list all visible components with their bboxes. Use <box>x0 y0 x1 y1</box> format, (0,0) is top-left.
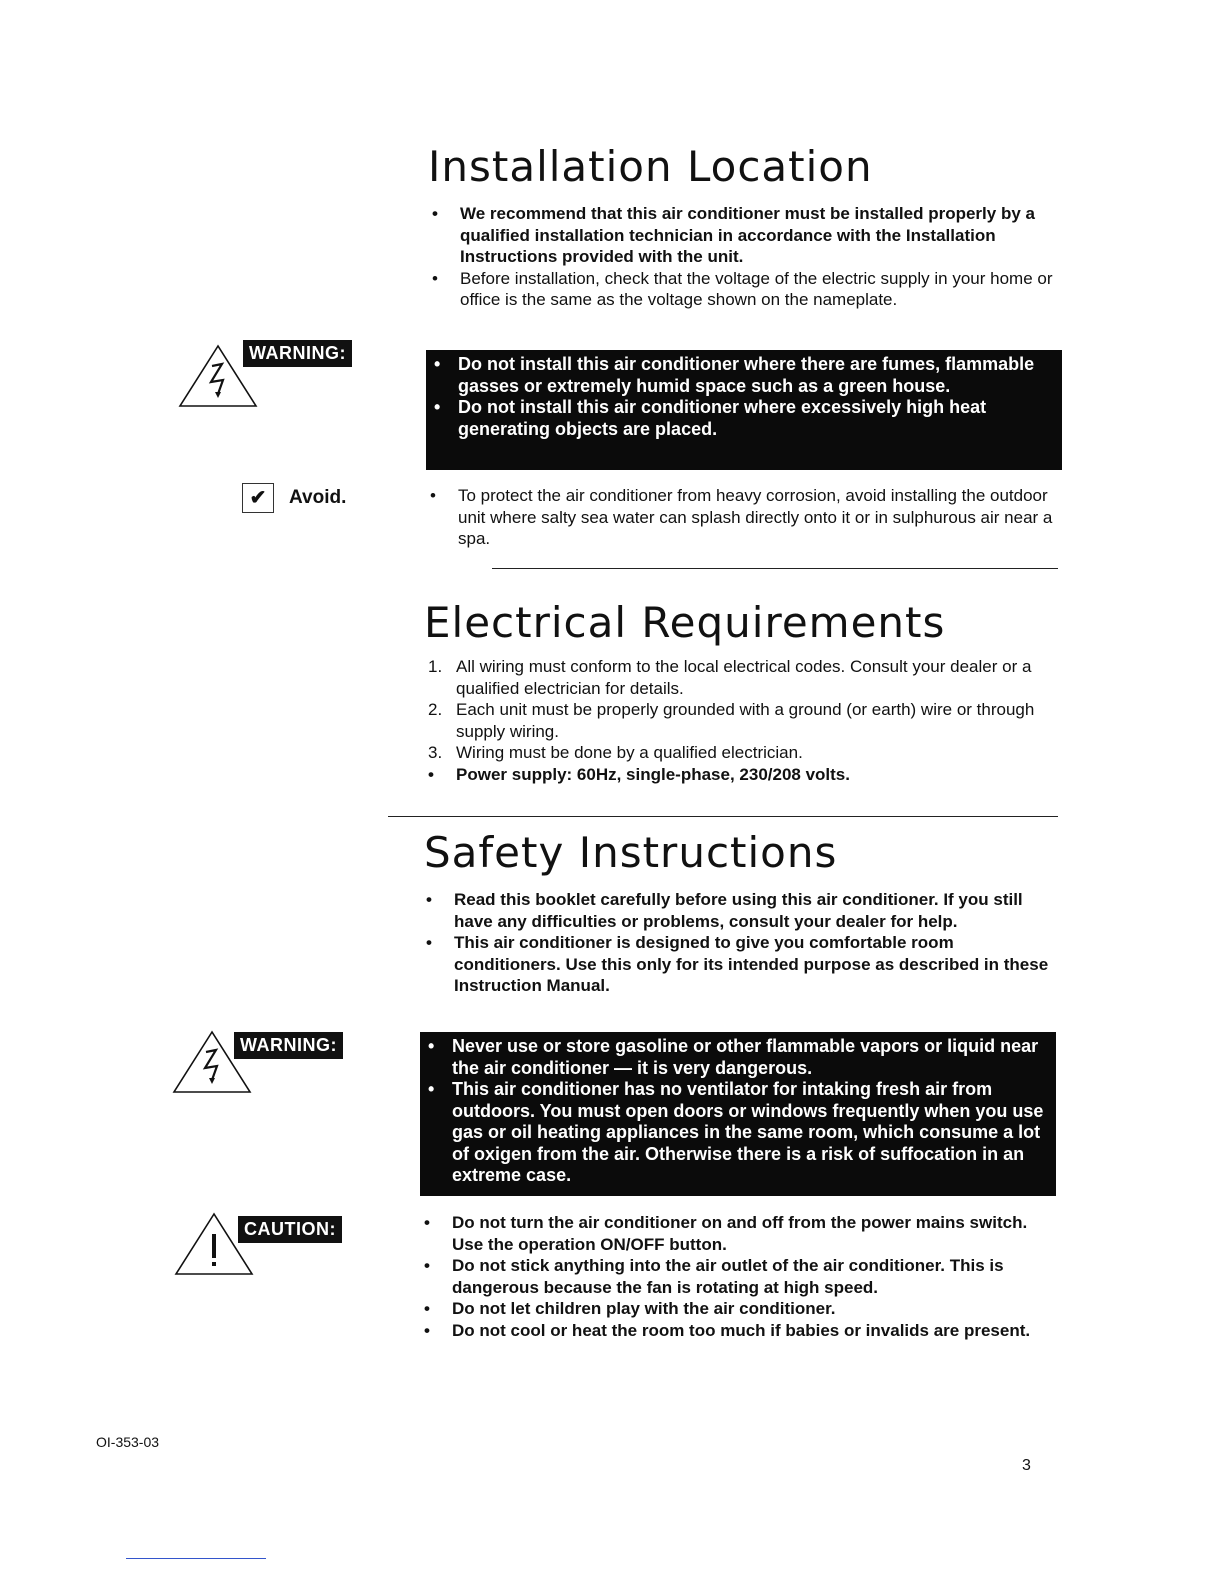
electrical-list <box>424 656 1064 785</box>
list-item: • To protect the air conditioner from heavy corrosion, avoid installing the outdoor unit where salty sea water can splash directly onto it or in sulphurous air near a spa. <box>430 486 1053 548</box>
safety-instructions-title: Safety Instructions <box>424 828 838 877</box>
list-item: • This air conditioner is designed to give you comfortable room conditioners. Use this only for its intended purpose as described in these Instruction Manual. <box>426 933 1049 995</box>
section-divider <box>388 816 1058 817</box>
caution-list <box>420 1212 1060 1341</box>
warning-item: • Do not install this air conditioner where there are fumes, flammable gasses or extremely humid space such as a green house. <box>434 354 1035 396</box>
page-number: 3 <box>1022 1457 1031 1474</box>
install-warning-box <box>426 350 1062 470</box>
list-item: • Do not turn the air conditioner on and off from the power mains switch. Use the operation ON/OFF button. <box>424 1213 1028 1254</box>
warning-item: • This air conditioner has no ventilator for intaking fresh air from outdoors. You must open doors or windows frequently when you use gas or oil heating appliances in the same room, which consume a lot of oxigen from the air. Otherwise there is a risk of suffocation in an extreme case. <box>428 1079 1044 1185</box>
warning-label: WARNING: <box>234 1032 343 1059</box>
avoid-label: Avoid. <box>289 487 347 508</box>
list-item: • Do not stick anything into the air outlet of the air conditioner. This is dangerous because the fan is rotating at high speed. <box>424 1256 1004 1297</box>
list-item: • Before installation, check that the voltage of the electric supply in your home or office is the same as the voltage shown on the nameplate. <box>432 268 1053 309</box>
warning-item: • Do not install this air conditioner where excessively high heat generating objects are placed. <box>434 397 987 439</box>
installation-location-title: Installation Location <box>428 142 873 191</box>
warning-item: • Never use or store gasoline or other flammable vapors or liquid near the air conditioner — it is very dangerous. <box>428 1036 1039 1078</box>
avoid-bullets <box>426 485 1066 550</box>
checkmark-icon: ✔ <box>242 483 274 513</box>
electrical-requirements-title: Electrical Requirements <box>424 598 946 647</box>
warning-label: WARNING: <box>243 340 352 367</box>
safety-warning-box <box>420 1032 1056 1196</box>
list-item: 2. Each unit must be properly grounded with a ground (or earth) wire or through supply wiring. <box>428 700 1035 741</box>
installation-bullets <box>428 203 1058 311</box>
list-item: • We recommend that this air conditioner must be installed properly by a qualified installation technician in accordance with the Installation Instructions provided with the unit. <box>432 204 1035 266</box>
list-item: 1. All wiring must conform to the local electrical codes. Consult your dealer or a qualified electrician for details. <box>428 657 1032 698</box>
caution-label: CAUTION: <box>238 1216 342 1243</box>
list-item: • Do not let children play with the air conditioner. <box>424 1299 836 1318</box>
list-item: 3. Wiring must be done by a qualified electrician. <box>428 743 803 762</box>
safety-bullets <box>422 889 1062 997</box>
list-item: • Power supply: 60Hz, single-phase, 230/208 volts. <box>428 764 850 784</box>
section-divider <box>492 568 1058 569</box>
list-item: • Do not cool or heat the room too much if babies or invalids are present. <box>424 1320 1031 1340</box>
list-item: • Read this booklet carefully before using this air conditioner. If you still have any difficulties or problems, consult your dealer for help. <box>426 890 1023 931</box>
document-code: OI-353-03 <box>96 1434 160 1450</box>
footer-rule <box>126 1558 266 1559</box>
